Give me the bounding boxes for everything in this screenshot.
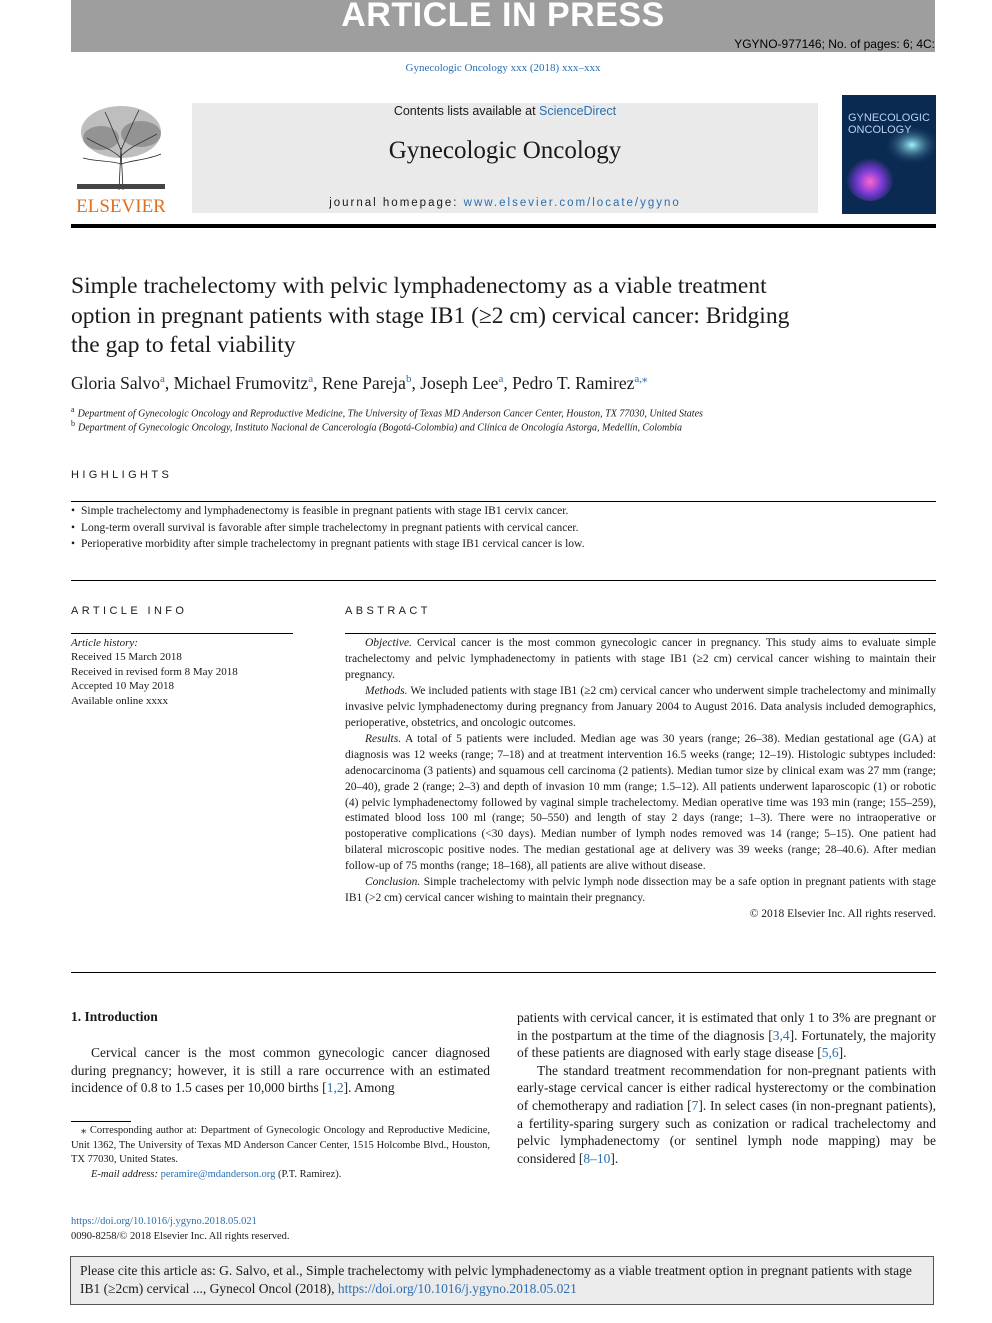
email-link[interactable]: peramire@mdanderson.org <box>160 1168 276 1180</box>
intro-text: ]. Among <box>343 1080 395 1096</box>
footnote-rule <box>71 1121 131 1122</box>
intro-column-left <box>71 1044 490 1097</box>
highlight-item: • Long-term overall survival is favorable after simple trachelectomy in pregnant patients with cervical cancer. <box>71 522 579 534</box>
intro-paragraph <box>517 1009 936 1062</box>
highlight-text: Simple trachelectomy and lymphadenectomy is feasible in pregnant patients with stage IB1 cervix cancer. <box>81 505 569 517</box>
affiliation-mark[interactable]: b <box>405 373 412 385</box>
citation-link[interactable]: 7 <box>691 1097 699 1113</box>
doi-block <box>71 1214 290 1244</box>
elsevier-wordmark: ELSEVIER <box>76 196 166 216</box>
elsevier-logo <box>71 98 171 216</box>
footnote-mark: ⁎ <box>81 1125 87 1136</box>
abstract-conclusion <box>345 875 936 907</box>
cover-title-2: ONCOLOGY <box>848 124 912 136</box>
methods-text: We included patients with stage IB1 (≥2 cm) cervical cancer who underwent simple trachelectomy and minimally invasive pelvic lymphadenectomy during pregnancy from January 2004 to August 2016. Data analysis included demographics, perioperative, obstetrics, and oncologic outcomes. <box>345 684 936 729</box>
contents-prefix: Contents lists available at <box>393 104 540 118</box>
affiliation-text: Department of Gynecologic Oncology and Reproductive Medicine, The University of Texas MD Anderson Cancer Center, Houston, TX 77030, United States <box>77 408 703 420</box>
affiliation-b <box>71 419 936 433</box>
intro-text: patients with cervical cancer, it is estimated that only 1 to 3% are pregnant or in the postpartum at the time of the diagnosis [ <box>517 1010 936 1043</box>
intro-paragraph <box>517 1062 936 1168</box>
received-date: Received 15 March 2018 <box>71 651 182 664</box>
article-history <box>71 636 293 708</box>
citation-link[interactable]: 5,6 <box>821 1045 839 1061</box>
copyright-line: © 2018 Elsevier Inc. All rights reserved. <box>749 908 936 921</box>
highlights-top-rule <box>71 501 936 502</box>
results-text: A total of 5 patients were included. Median age was 30 years (range; 26–38). Median gestational age (GA) at diagnosis was 12 weeks (range; 7–18) and at treatment intervention 16.5 weeks (range; 12–19). Histologic subtypes included: adenocarcinoma (3 patients) and squamous cell carcinoma (2 patients). Median tumor size by clinical exam was 27 mm (range; 20–40), grade 2 (range; 2–3) and depth of invasion 10 mm (range; 1.5–12). All patients underwent laparoscopic (1) or robotic (4) pelvic lymphadenectomy followed by vaginal simple trachelectomy. Median operative time was 193 min (range; 155–259), estimated blood loss 100 ml (range; 50–550) and length of stay 2 days (range; 1–3). There were no intraoperative or postoperative complications (<30 days). Median number of lymph nodes removed was 14 (range; 5–15). One patient had bilateral microscopic positive nodes. The median gestational age at delivery was 39 weeks (range; 28–40.6). After median follow-up of 75 months (range; 18–168), all patients are alive without disease. <box>345 732 936 873</box>
email-suffix: (P.T. Ramirez). <box>275 1168 342 1180</box>
cite-this-article-text <box>80 1262 930 1298</box>
conclusion-label: Conclusion. <box>365 876 421 889</box>
objective-text: Cervical cancer is the most common gynecologic cancer in pregnancy. This study aims to evaluate simple trachelectomy and pelvic lymphadenectomy in patients with stage IB1 (≥2 cm) cervical cancer wishing to maintain their pregnancy. <box>345 637 937 681</box>
intro-text: ]. In select cases (in non-pregnant patients), a fertility-sparing surgery such as conization or radical trachelectomy and pelvic lymphadenectomy (or sentinel lymph node mapping) may be considered [ <box>517 1097 936 1166</box>
intro-text: The standard treatment recommendation for non-pregnant patients with early-stage cervical cancer is either radical hysterectomy or the combination of chemotherapy and radiation [ <box>517 1062 936 1113</box>
author-list: Gloria Salvo$^a$, Michael Frumovitz$^a$, Rene Pareja$^b$, Joseph Lee$^a$, Pedro T. Ramirez$^{a,⁎}$ <box>71 372 648 393</box>
issn-line: 0090-8258/© 2018 Elsevier Inc. All rights reserved. <box>71 1231 290 1242</box>
results-label: Results. <box>365 732 402 745</box>
paper-title: Simple trachelectomy with pelvic lymphadenectomy as a viable treatment option in pregnant patients with stage IB1 (≥2 cm) cervical cancer: Bridging the gap to fetal viability <box>71 273 790 358</box>
abstract-body <box>345 636 936 923</box>
homepage-label: journal homepage: <box>329 197 464 209</box>
revised-date: Received in revised form 8 May 2018 <box>71 665 238 678</box>
intro-text: ]. <box>610 1150 619 1166</box>
affiliation-mark: b <box>71 419 75 428</box>
abstract-methods <box>345 684 936 732</box>
affiliation-mark: a <box>71 405 75 414</box>
author-name[interactable]: Gloria Salvo <box>71 372 160 393</box>
section-heading-introduction: 1. Introduction <box>71 1009 158 1024</box>
journal-cover-art <box>842 95 936 214</box>
history-label: Article history: <box>71 637 138 649</box>
affiliation-text: Department of Gynecologic Oncology, Instituto Nacional de Cancerología (Bogotá-Colombia) and Clínica de Oncología Astorga, Medellín, Colombia <box>78 422 682 434</box>
accepted-date: Accepted 10 May 2018 <box>71 680 174 693</box>
author-name[interactable]: Rene Pareja <box>321 372 406 393</box>
highlight-item: • Simple trachelectomy and lymphadenectomy is feasible in pregnant patients with stage IB1 cervix cancer. <box>71 505 569 517</box>
abstract-heading: ABSTRACT <box>345 605 431 617</box>
methods-label: Methods. <box>365 684 408 697</box>
corresponding-author-footnote <box>71 1124 490 1182</box>
affiliation-a <box>71 405 936 419</box>
abstract-rule <box>345 633 936 634</box>
sciencedirect-link[interactable]: ScienceDirect <box>539 104 617 118</box>
author-name[interactable]: Michael Frumovitz <box>173 372 309 393</box>
intro-paragraph <box>71 1044 490 1097</box>
abstract-objective <box>345 636 936 684</box>
cite-doi-link[interactable]: https://doi.org/10.1016/j.ygyno.2018.05.021 <box>337 1281 577 1296</box>
doi-link[interactable]: https://doi.org/10.1016/j.ygyno.2018.05.021 <box>71 1216 257 1227</box>
cite-text: Please cite this article as: G. Salvo, et al., Simple trachelectomy with pelvic lymphadenectomy as a viable treatment option in pregnant patients with stage IB1 (≥2cm) cervical ..., Gynecol Oncol (2018), <box>80 1263 912 1296</box>
abstract-results <box>345 732 936 876</box>
objective-label: Objective. <box>365 637 412 649</box>
conclusion-text: Simple trachelectomy with pelvic lymph node dissection may be a safe option in pregnant patients with stage IB1 (>2 cm) cervical cancer wishing to maintain their pregnancy. <box>345 876 937 905</box>
author-name[interactable]: Pedro T. Ramirez <box>512 372 635 393</box>
author-name[interactable]: Joseph Lee <box>420 372 499 393</box>
highlights-bottom-rule <box>71 580 936 581</box>
journal-title: Gynecologic Oncology <box>388 137 622 164</box>
journal-cover <box>842 95 936 214</box>
header-rule <box>71 224 936 228</box>
affiliation-mark[interactable]: a <box>159 373 165 385</box>
affiliation-mark[interactable]: a <box>498 373 504 385</box>
highlights-heading: HIGHLIGHTS <box>71 469 173 481</box>
intro-text: ]. Fortunately, the majority of these patients are diagnosed with early stage disease [ <box>517 1027 937 1061</box>
citation-link[interactable]: 8–10 <box>583 1150 611 1166</box>
article-in-press-label: ARTICLE IN PRESS <box>341 0 665 34</box>
article-info-rule <box>71 633 293 634</box>
intro-text: Cervical cancer is the most common gynecologic cancer diagnosed during pregnancy; however, it is still a rare occurrence with an estimated incidence of 0.8 to 1.5 cases per 10,000 births [ <box>71 1045 490 1096</box>
online-date: Available online xxxx <box>71 694 168 707</box>
highlight-item: • Perioperative morbidity after simple trachelectomy in pregnant patients with stage IB1 cervical cancer is low. <box>71 538 585 550</box>
affiliation-mark[interactable]: a,⁎ <box>634 373 648 385</box>
cover-title-1: GYNECOLOGIC <box>848 112 930 124</box>
elsevier-tree-icon <box>71 98 171 216</box>
citation-link[interactable]: 3,4 <box>772 1027 790 1043</box>
footnote-text: Corresponding author at: Department of Gynecologic Oncology and Reproductive Medicine, Unit 1362, The University of Texas MD Anderson Cancer Center, 1515 Holcombe Blvd., Houston, TX 77030, United States. <box>71 1125 490 1165</box>
journal-homepage <box>192 197 818 209</box>
intro-column-right <box>517 1009 936 1167</box>
abstract-bottom-rule <box>71 972 936 973</box>
journal-citation-link[interactable]: Gynecologic Oncology xxx (2018) xxx–xxx <box>405 62 601 74</box>
highlight-text: Perioperative morbidity after simple trachelectomy in pregnant patients with stage IB1 cervical cancer is low. <box>81 538 585 550</box>
highlight-text: Long-term overall survival is favorable after simple trachelectomy in pregnant patients with cervical cancer. <box>81 522 579 534</box>
email-label: E-mail address: <box>91 1168 161 1180</box>
intro-text: ]. <box>838 1045 847 1061</box>
article-info-heading: ARTICLE INFO <box>71 605 188 617</box>
homepage-link[interactable]: www.elsevier.com/locate/ygyno <box>463 197 681 209</box>
contents-line <box>192 104 818 118</box>
affiliation-mark[interactable]: a <box>308 373 314 385</box>
article-id: YGYNO-977146; No. of pages: 6; 4C: <box>734 37 935 51</box>
citation-link[interactable]: 1,2 <box>326 1080 344 1096</box>
